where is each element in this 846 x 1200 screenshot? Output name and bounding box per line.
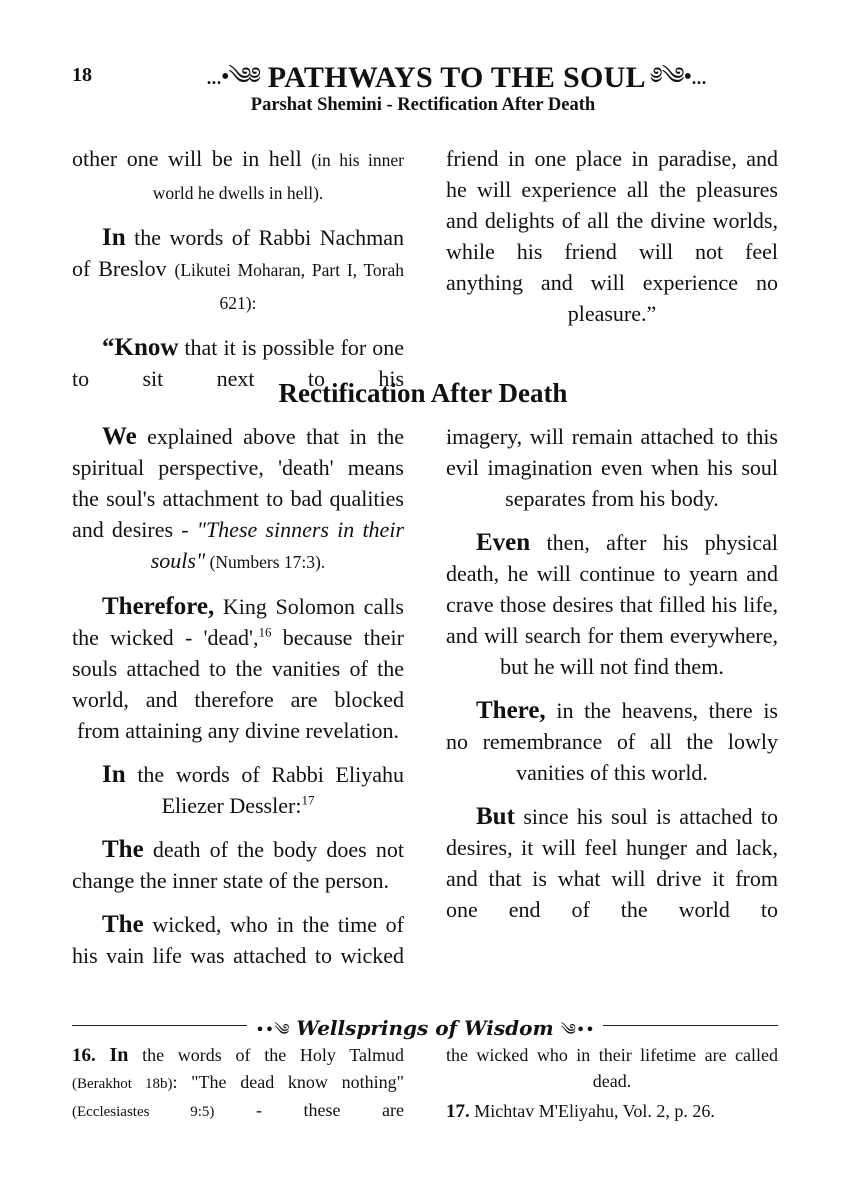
section-title: Rectification After Death bbox=[278, 378, 568, 408]
footnote-16: 16. In the words of the Holy Talmud (Berakhot 18b): "The dead know nothing" (Ecclesiastes 9:5) - these are bbox=[72, 1044, 405, 1120]
footnote-16-continued: the wicked who in their lifetime are called dead. bbox=[446, 1045, 778, 1091]
footnote-left-column bbox=[72, 1042, 404, 1125]
paragraph: Therefore, King Solomon calls the wicked - 'dead',$^{16}$ because their souls attached to the vanities of the world, and therefore are blocked from attaining any divine revelation. bbox=[72, 593, 404, 743]
footnote-right-column bbox=[446, 1042, 778, 1125]
body-right-column bbox=[446, 421, 778, 984]
divider-title: Wellsprings of Wisdom bbox=[296, 1016, 554, 1040]
book-title: PATHWAYS TO THE SOUL bbox=[267, 61, 645, 94]
paragraph: In the words of Rabbi Nachman of Breslov (Likutei Moharan, Part I, Torah 621): bbox=[72, 224, 405, 313]
paragraph: other one will be in hell (in his inner world he dwells in hell). bbox=[72, 146, 404, 203]
ornament-right-icon: ༅༄•... bbox=[652, 64, 706, 90]
paragraph: But since his soul is attached to desires, it will feel hunger and lack, and that is what will drive it from one end of the world to bbox=[446, 803, 778, 922]
footnote-17: 17. Michtav M'Eliyahu, Vol. 2, p. 26. bbox=[446, 1101, 715, 1122]
divider-ornament-left-icon: ••༄ bbox=[255, 1020, 290, 1039]
page-number: 18 bbox=[72, 64, 92, 86]
footnotes bbox=[72, 1042, 778, 1125]
paragraph: imagery, will remain attached to this evil imagination even when his soul separates from his body. bbox=[446, 424, 778, 511]
paragraph: Even then, after his physical death, he will continue to yearn and crave those desires that filled his life, and will search for them everywhere, but he will not find them. bbox=[446, 529, 778, 679]
body-columns bbox=[72, 421, 778, 984]
paragraph: The death of the body does not change the inner state of the person. bbox=[72, 836, 404, 893]
paragraph: “Know that it is possible for one to sit next to his bbox=[72, 334, 404, 391]
footnote-divider bbox=[72, 1012, 778, 1040]
page-header bbox=[72, 50, 778, 94]
ornament-left-icon: ...•༄༅ bbox=[206, 64, 260, 90]
body-left-column bbox=[72, 421, 404, 984]
paragraph: There, in the heavens, there is no remembrance of all the lowly vanities of this world. bbox=[446, 697, 778, 785]
divider-ornament-right-icon: ༄•• bbox=[560, 1020, 595, 1039]
chapter-subtitle: Parshat Shemini - Rectification After Death bbox=[250, 95, 596, 115]
top-left-column bbox=[72, 143, 404, 407]
paragraph: The wicked, who in the time of his vain life was attached to wicked bbox=[72, 911, 404, 968]
top-right-column bbox=[446, 143, 778, 407]
paragraph: We explained above that in the spiritual perspective, 'death' means the soul's attachment to bad qualities and desires - "These sinners in their souls" (Numbers 17:3). bbox=[72, 423, 405, 573]
divider-rule-right bbox=[603, 1025, 778, 1026]
paragraph: In the words of Rabbi Eliyahu Eliezer Dessler:$^{17}$ bbox=[102, 761, 404, 818]
paragraph: friend in one place in paradise, and he will experience all the pleasures and delights of all the divine worlds, while his friend will not feel anything and will experience no pleasure.” bbox=[446, 146, 778, 326]
top-columns bbox=[72, 143, 778, 407]
